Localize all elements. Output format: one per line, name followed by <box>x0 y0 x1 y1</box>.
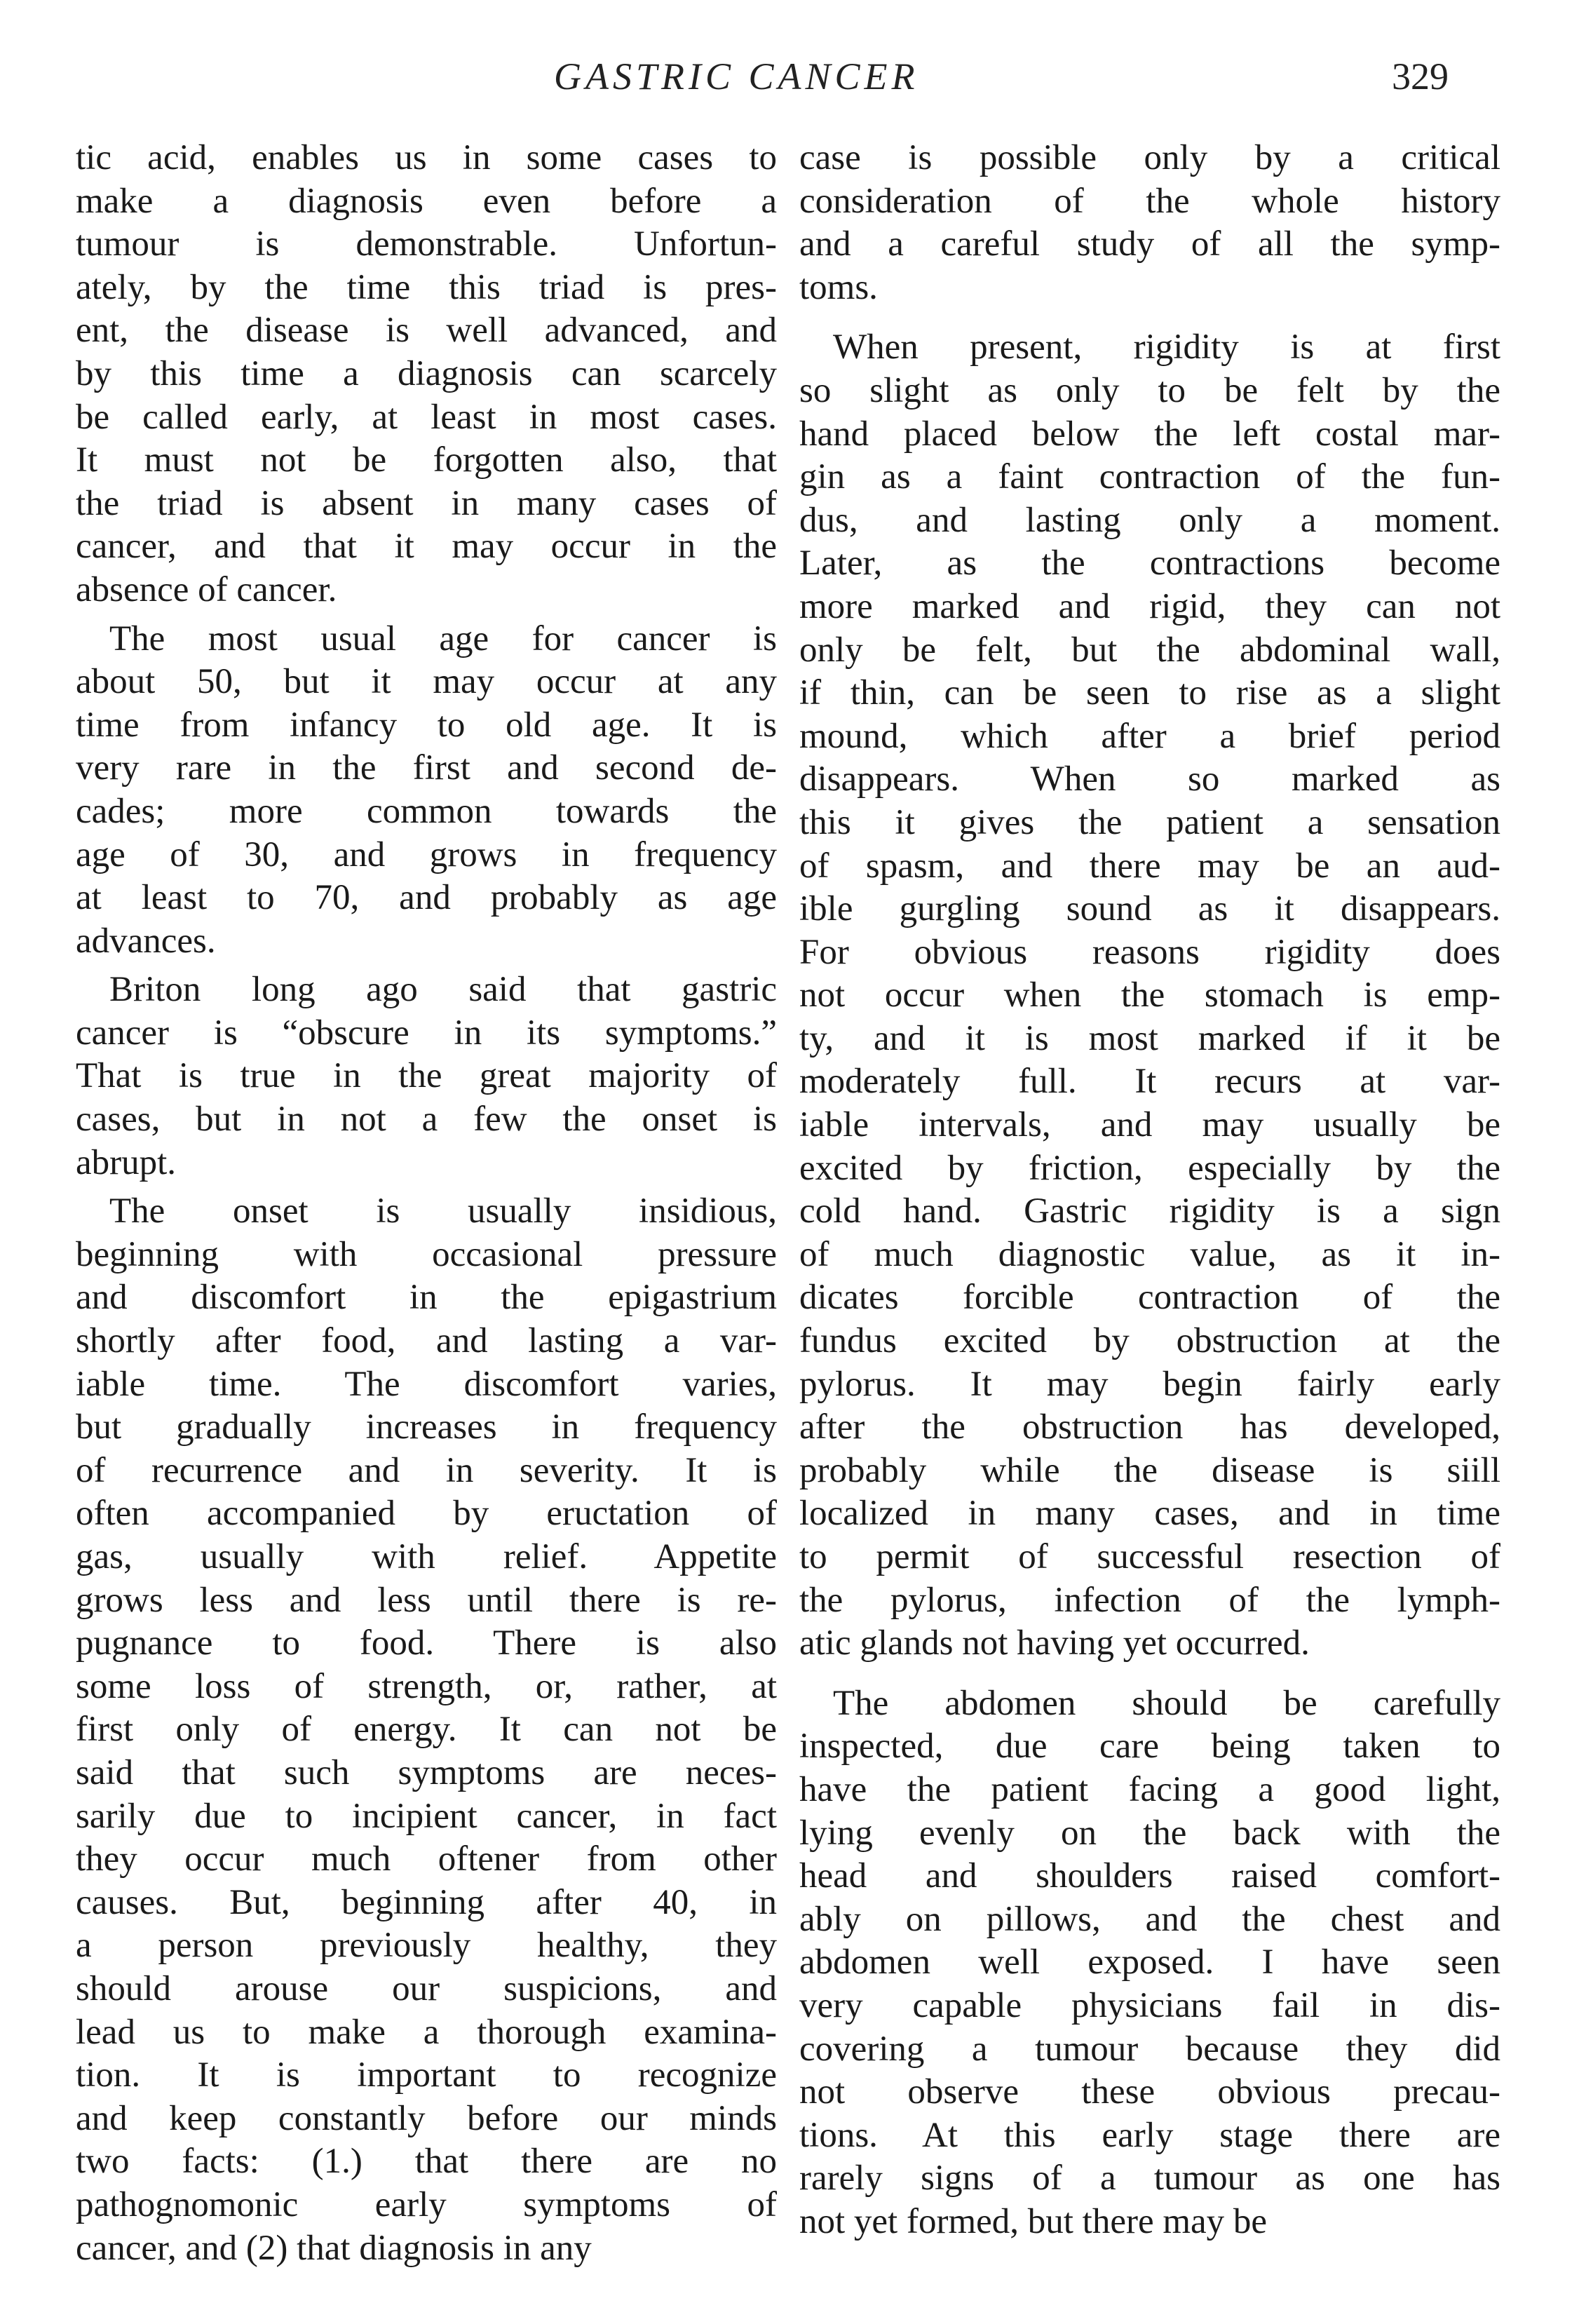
text-line: For obvious reasons rigidity does <box>799 932 1500 972</box>
text-line: grows less and less until there is re- <box>76 1580 777 1620</box>
text-line: The onset is usually insidious, <box>109 1191 777 1231</box>
text-line: at least to 70, and probably as age <box>76 878 777 918</box>
text-line: ably on pillows, and the chest and <box>799 1899 1500 1939</box>
paragraph-gap <box>799 309 1500 326</box>
text-line: hand placed below the left costal mar- <box>799 414 1500 454</box>
paragraph <box>799 137 1500 309</box>
text-line: so slight as only to be felt by the <box>799 370 1500 410</box>
text-line: tions. At this early stage there are <box>799 2115 1500 2155</box>
text-line: ible gurgling sound as it disappears. <box>799 889 1500 929</box>
text-line: disappears. When so marked as <box>799 759 1500 799</box>
text-line: two facts: (1.) that there are no <box>76 2142 777 2182</box>
text-line: shortly after food, and lasting a var- <box>76 1321 777 1361</box>
text-line: only be felt, but the abdominal wall, <box>799 630 1500 670</box>
text-line: not observe these obvious precau- <box>799 2072 1500 2112</box>
text-line: pathognomonic early symptoms of <box>76 2184 777 2224</box>
text-line: have the patient facing a good light, <box>799 1769 1500 1809</box>
text-line: ately, by the time this triad is pres- <box>76 267 777 307</box>
text-line: and discomfort in the epigastrium <box>76 1278 777 1318</box>
text-line: iable time. The discomfort varies, <box>76 1364 777 1404</box>
text-line: cancer, and that it may occur in the <box>76 527 777 567</box>
text-line: abrupt. <box>76 1142 177 1182</box>
text-line: the triad is absent in many cases of <box>76 483 777 523</box>
text-line: The abdomen should be carefully <box>833 1683 1500 1723</box>
text-line: cades; more common towards the <box>76 791 777 831</box>
text-line: more marked and rigid, they can not <box>799 586 1500 626</box>
text-line: of much diagnostic value, as it in- <box>799 1234 1500 1274</box>
text-line: this it gives the patient a sensation <box>799 802 1500 842</box>
text-line: but gradually increases in frequency <box>76 1407 777 1447</box>
text-line: dicates forcible contraction of the <box>799 1278 1500 1318</box>
text-line: fundus excited by obstruction at the <box>799 1321 1500 1361</box>
text-line: The most usual age for cancer is <box>109 619 777 658</box>
paragraph <box>799 326 1500 1665</box>
running-title: GASTRIC CANCER <box>554 55 919 97</box>
text-line: tic acid, enables us in some cases to <box>76 138 777 177</box>
text-line: When present, rigidity is at first <box>833 327 1500 367</box>
text-line: cold hand. Gastric rigidity is a sign <box>799 1191 1500 1231</box>
text-line: sarily due to incipient cancer, in fact <box>76 1796 777 1836</box>
text-line: lead us to make a thorough examina- <box>76 2012 777 2052</box>
text-line: be called early, at least in most cases. <box>76 397 777 437</box>
text-line: Later, as the contractions become <box>799 543 1500 583</box>
text-line: not yet formed, but there may be <box>799 2201 1268 2241</box>
text-line: It must not be forgotten also, that <box>76 440 777 480</box>
text-line: and a careful study of all the symp- <box>799 224 1500 264</box>
text-line: localized in many cases, and in time <box>799 1494 1500 1534</box>
text-line: head and shoulders raised comfort- <box>799 1856 1500 1896</box>
text-line: if thin, can be seen to rise as a slight <box>799 673 1500 713</box>
text-line: advances. <box>76 921 216 961</box>
text-line: pylorus. It may begin fairly early <box>799 1364 1500 1404</box>
text-line: ent, the disease is well advanced, and <box>76 311 777 351</box>
text-line: should arouse our suspicions, and <box>76 1968 777 2008</box>
text-line: covering a tumour because they did <box>799 2029 1500 2069</box>
paragraph-gap <box>76 612 777 618</box>
text-line: after the obstruction has developed, <box>799 1407 1500 1447</box>
paragraph <box>76 1190 777 2270</box>
text-line: cancer is “obscure in its symptoms.” <box>76 1013 777 1053</box>
paragraph <box>76 968 777 1184</box>
text-line: probably while the disease is siill <box>799 1450 1500 1490</box>
left-column <box>76 137 777 2270</box>
text-line: abdomen well exposed. I have seen <box>799 1943 1500 1982</box>
paragraph <box>76 137 777 612</box>
text-line: by this time a diagnosis can scarcely <box>76 353 777 393</box>
text-line: of recurrence and in severity. It is <box>76 1450 777 1490</box>
text-line: atic glands not having yet occurred. <box>799 1623 1310 1663</box>
text-line: mound, which after a brief period <box>799 716 1500 756</box>
text-line: not occur when the stomach is emp- <box>799 975 1500 1015</box>
text-line: dus, and lasting only a moment. <box>799 500 1500 540</box>
text-line: said that such symptoms are neces- <box>76 1752 777 1792</box>
text-line: they occur much oftener from other <box>76 1839 777 1879</box>
paragraph <box>799 1682 1500 2244</box>
text-line: toms. <box>799 267 878 307</box>
text-line: a person previously healthy, they <box>76 1926 777 1966</box>
text-line: inspected, due care being taken to <box>799 1727 1500 1766</box>
text-line: case is possible only by a critical <box>799 138 1500 177</box>
text-line: ty, and it is most marked if it be <box>799 1018 1500 1058</box>
text-line: often accompanied by eructation of <box>76 1494 777 1534</box>
page-number: 329 <box>1392 55 1449 97</box>
text-line: age of 30, and grows in frequency <box>76 835 777 874</box>
text-line: about 50, but it may occur at any <box>76 662 777 702</box>
text-line: rarely signs of a tumour as one has <box>799 2159 1500 2198</box>
paragraph-gap <box>799 1666 1500 1682</box>
text-line: and keep constantly before our minds <box>76 2098 777 2138</box>
text-line: That is true in the great majority of <box>76 1056 777 1096</box>
text-line: moderately full. It recurs at var- <box>799 1062 1500 1102</box>
text-line: cases, but in not a few the onset is <box>76 1100 777 1140</box>
text-line: the pylorus, infection of the lymph- <box>799 1580 1500 1620</box>
text-line: pugnance to food. There is also <box>76 1623 777 1663</box>
text-line: of spasm, and there may be an aud- <box>799 846 1500 886</box>
text-line: tion. It is important to recognize <box>76 2055 777 2095</box>
text-line: excited by friction, especially by the <box>799 1148 1500 1188</box>
text-line: tumour is demonstrable. Unfortun- <box>76 224 777 264</box>
text-line: beginning with occasional pressure <box>76 1234 777 1274</box>
text-line: cancer, and (2) that diagnosis in any <box>76 2228 592 2268</box>
text-line: gas, usually with relief. Appetite <box>76 1537 777 1576</box>
text-line: make a diagnosis even before a <box>76 181 777 221</box>
text-line: first only of energy. It can not be <box>76 1710 777 1750</box>
paragraph-gap <box>76 1184 777 1190</box>
running-head <box>0 55 1579 111</box>
paragraph-gap <box>76 963 777 968</box>
text-line: very capable physicians fail in dis- <box>799 1985 1500 2025</box>
text-line: causes. But, beginning after 40, in <box>76 1882 777 1922</box>
text-line: very rare in the first and second de- <box>76 748 777 788</box>
text-line: time from infancy to old age. It is <box>76 705 777 745</box>
text-line: lying evenly on the back with the <box>799 1813 1500 1853</box>
text-line: some loss of strength, or, rather, at <box>76 1666 777 1706</box>
text-line: consideration of the whole history <box>799 181 1500 221</box>
paragraph <box>76 618 777 964</box>
right-column <box>799 137 1500 2244</box>
text-line: absence of cancer. <box>76 569 337 609</box>
text-line: Briton long ago said that gastric <box>109 970 777 1010</box>
text-line: to permit of successful resection of <box>799 1537 1500 1576</box>
text-line: iable intervals, and may usually be <box>799 1105 1500 1145</box>
text-line: gin as a faint contraction of the fun- <box>799 457 1500 497</box>
